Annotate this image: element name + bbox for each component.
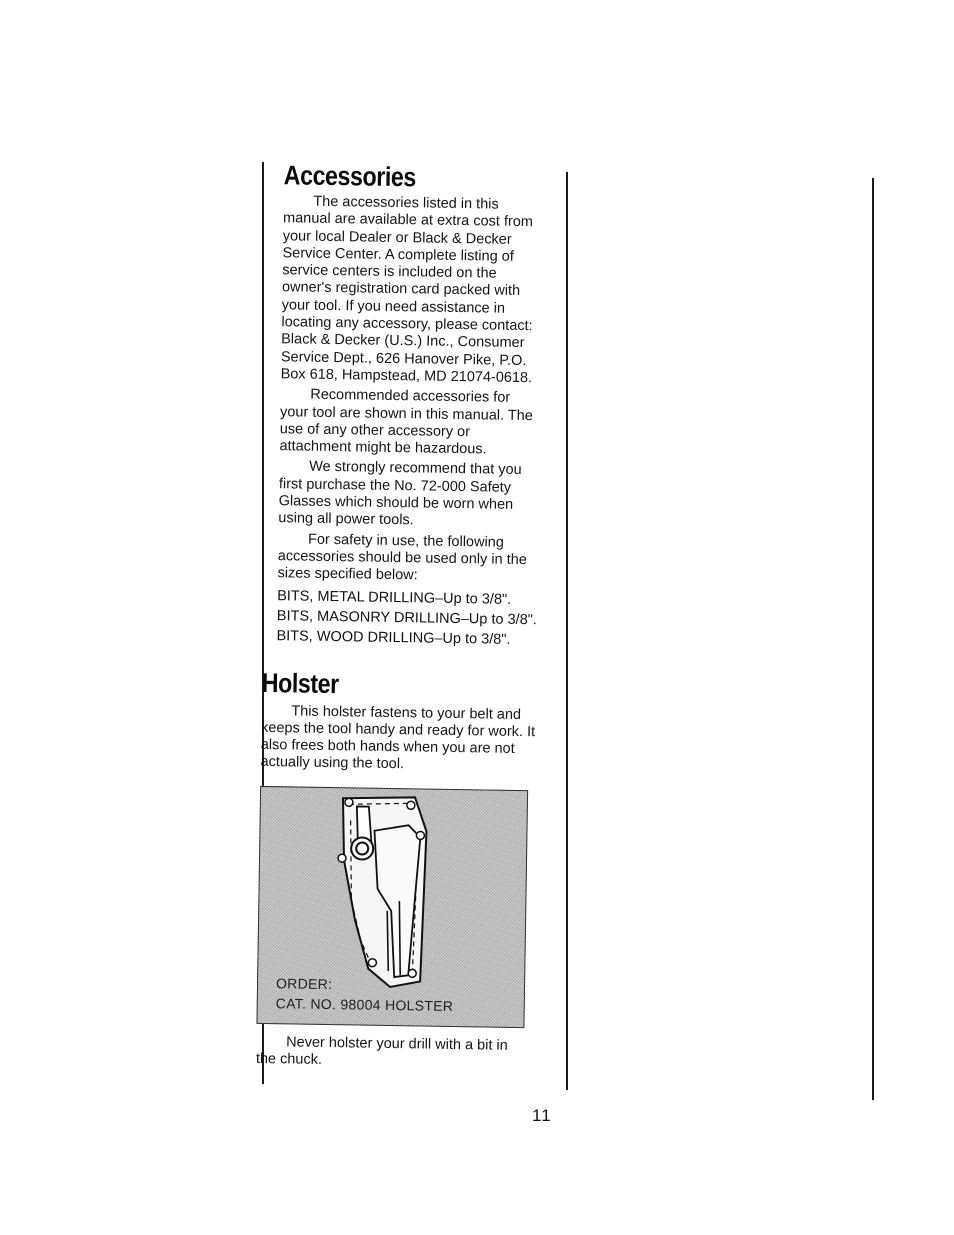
bit-size-item: BITS, WOOD DRILLING–Up to 3/8".: [276, 627, 511, 648]
column-rule-right: [872, 178, 874, 1100]
accessories-paragraph-4: For safety in use, the following accessories should be used only in the sizes specified below:: [277, 531, 527, 584]
holster-section: [256, 667, 537, 1072]
accessories-body: [262, 193, 544, 650]
holster-illustration-icon: [328, 790, 451, 992]
holster-paragraph: This holster fastens to your belt and keeps the tool handy and ready for work. It also frees both hands when you are not actually using the tool.: [260, 702, 536, 773]
page-number: 11: [532, 1106, 552, 1125]
catalog-number: CAT. NO. 98004 HOLSTER: [275, 994, 454, 1014]
column-rule-middle: [566, 172, 568, 1090]
bit-size-item: BITS, METAL DRILLING–Up to 3/8".: [277, 587, 512, 608]
accessories-paragraph-3: We strongly recommend that you first purchase the No. 72-000 Safety Glasses which should be worn when using all power tools.: [278, 459, 522, 529]
order-info: [276, 973, 454, 1016]
holster-heading: Holster: [261, 667, 340, 699]
accessories-section: [262, 160, 545, 650]
bit-size-item: BITS, MASONRY DRILLING–Up to 3/8".: [276, 607, 538, 628]
accessories-paragraph-1: The accessories listed in this manual are available at extra cost from your local Dealer or Black & Decker Service Center. A complete listing of service centers is included on the owner's registration card packed with your tool. If you need assistance in locating any accessory, please contact: Black & Decker (U.S.) Inc., Consumer Service Dept., 626 Hanover Pike, P.O. Box 618, Hampstead, MD 21074-0618.: [280, 193, 534, 387]
holster-warning-caption: Never holster your drill with a bit in the chuck.: [255, 1034, 508, 1068]
holster-figure: [256, 786, 528, 1028]
accessories-paragraph-2: Recommended accessories for your tool are shown in this manual. The use of any other accessory or attachment might be hazardous.: [279, 386, 533, 458]
order-label: ORDER:: [275, 974, 333, 992]
text-column: [256, 160, 545, 1073]
bit-size-list: [276, 586, 538, 650]
accessories-heading: Accessories: [283, 160, 417, 193]
